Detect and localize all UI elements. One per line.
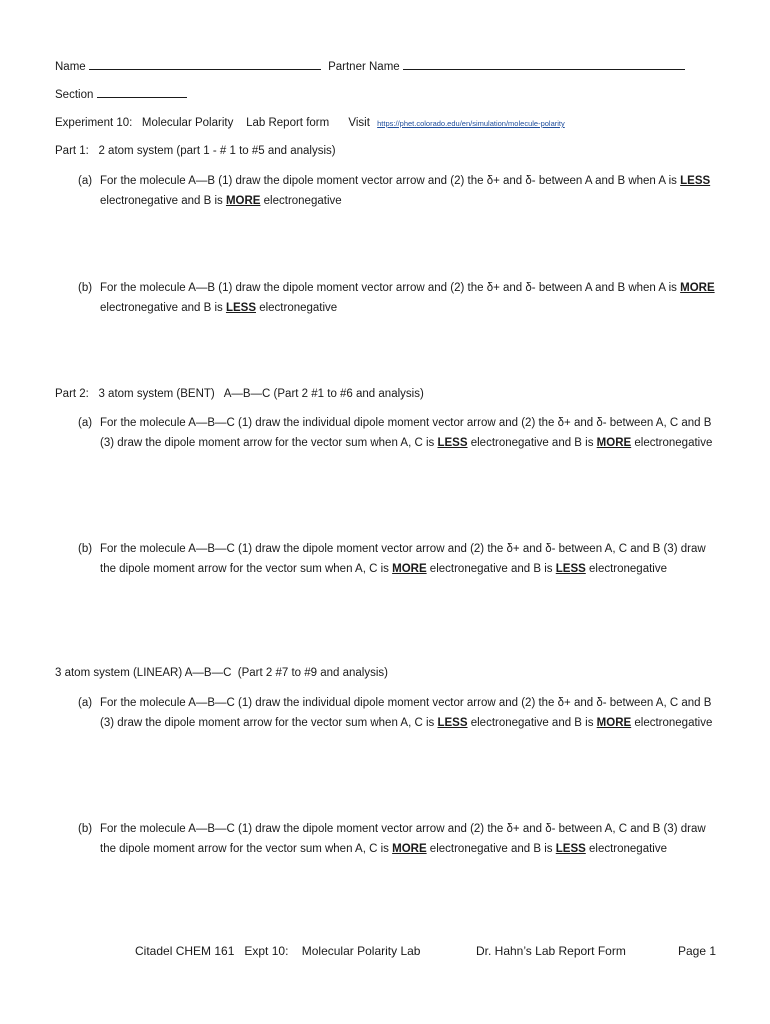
emphasis-less: LESS — [437, 436, 468, 449]
section-row — [55, 87, 187, 101]
emphasis-more: MORE — [596, 716, 632, 729]
item-text: For the molecule A—B (1) draw the dipole moment vector arrow and (2) the δ+ and δ- between A and B when A is LESS electronegative and B is MORE electronegative — [100, 175, 711, 207]
section-blank[interactable] — [97, 87, 187, 98]
part1-heading: Part 1: 2 atom system (part 1 - # 1 to #5 and analysis) — [55, 145, 336, 157]
emphasis-less: LESS — [555, 842, 586, 855]
emphasis-less: LESS — [555, 562, 586, 575]
partner-name-blank[interactable] — [403, 59, 685, 70]
name-label: Name — [55, 61, 86, 73]
footer-author: Dr. Hahn’s Lab Report Form — [476, 944, 626, 958]
name-blank[interactable] — [89, 59, 321, 70]
part3-heading: 3 atom system (LINEAR) A—B—C (Part 2 #7 to #9 and analysis) — [55, 667, 388, 679]
item-label: (a) — [78, 697, 93, 709]
part1-item-a — [78, 172, 718, 211]
experiment-title: Experiment 10: Molecular Polarity Lab Report form — [55, 117, 330, 129]
section-label: Section — [55, 89, 94, 101]
part3-item-a — [78, 694, 718, 733]
page-footer — [0, 944, 770, 964]
phet-simulation-link[interactable]: https://phet.colorado.edu/en/simulation/molecule-polarity — [377, 119, 565, 128]
part1-item-b — [78, 279, 718, 318]
part2-item-a — [78, 414, 718, 453]
item-text: For the molecule A—B—C (1) draw the individual dipole moment vector arrow and (2) the δ+ and δ- between A, C and B (3) draw the dipole moment arrow for the vector sum when A, C is LESS electronegative and B is MORE electronegative — [100, 417, 713, 449]
item-text: For the molecule A—B—C (1) draw the individual dipole moment vector arrow and (2) the δ+ and δ- between A, C and B (3) draw the dipole moment arrow for the vector sum when A, C is LESS electronegative and B is MORE electronegative — [100, 697, 713, 729]
item-label: (b) — [78, 823, 93, 835]
item-label: (b) — [78, 282, 93, 294]
emphasis-less: LESS — [225, 301, 256, 314]
part2-heading: Part 2: 3 atom system (BENT) A—B—C (Part 2 #1 to #6 and analysis) — [55, 388, 424, 400]
part2-item-b — [78, 540, 718, 579]
emphasis-less: LESS — [680, 175, 711, 187]
item-label: (b) — [78, 543, 93, 555]
item-text: For the molecule A—B—C (1) draw the dipole moment vector arrow and (2) the δ+ and δ- between A, C and B (3) draw the dipole moment arrow for the vector sum when A, C is MORE electronegative and B is LESS electronegative — [100, 543, 706, 575]
item-label: (a) — [78, 417, 93, 429]
visit-label: Visit — [348, 117, 370, 129]
experiment-row — [55, 117, 565, 129]
partner-name-label: Partner Name — [328, 61, 400, 73]
name-row — [55, 59, 685, 73]
item-text: For the molecule A—B—C (1) draw the dipole moment vector arrow and (2) the δ+ and δ- between A, C and B (3) draw the dipole moment arrow for the vector sum when A, C is MORE electronegative and B is LESS electronegative — [100, 823, 706, 855]
footer-course: Citadel CHEM 161 Expt 10: Molecular Polarity Lab — [135, 944, 421, 958]
emphasis-more: MORE — [225, 194, 261, 207]
emphasis-more: MORE — [596, 436, 632, 449]
item-text: For the molecule A—B (1) draw the dipole moment vector arrow and (2) the δ+ and δ- between A and B when A is MORE electronegative and B is LESS electronegative — [100, 282, 715, 314]
emphasis-more: MORE — [392, 842, 427, 855]
part3-item-b — [78, 820, 718, 859]
emphasis-more: MORE — [680, 282, 715, 294]
emphasis-less: LESS — [437, 716, 468, 729]
footer-page-number: Page 1 — [678, 944, 717, 958]
item-label: (a) — [78, 175, 93, 187]
emphasis-more: MORE — [392, 562, 427, 575]
